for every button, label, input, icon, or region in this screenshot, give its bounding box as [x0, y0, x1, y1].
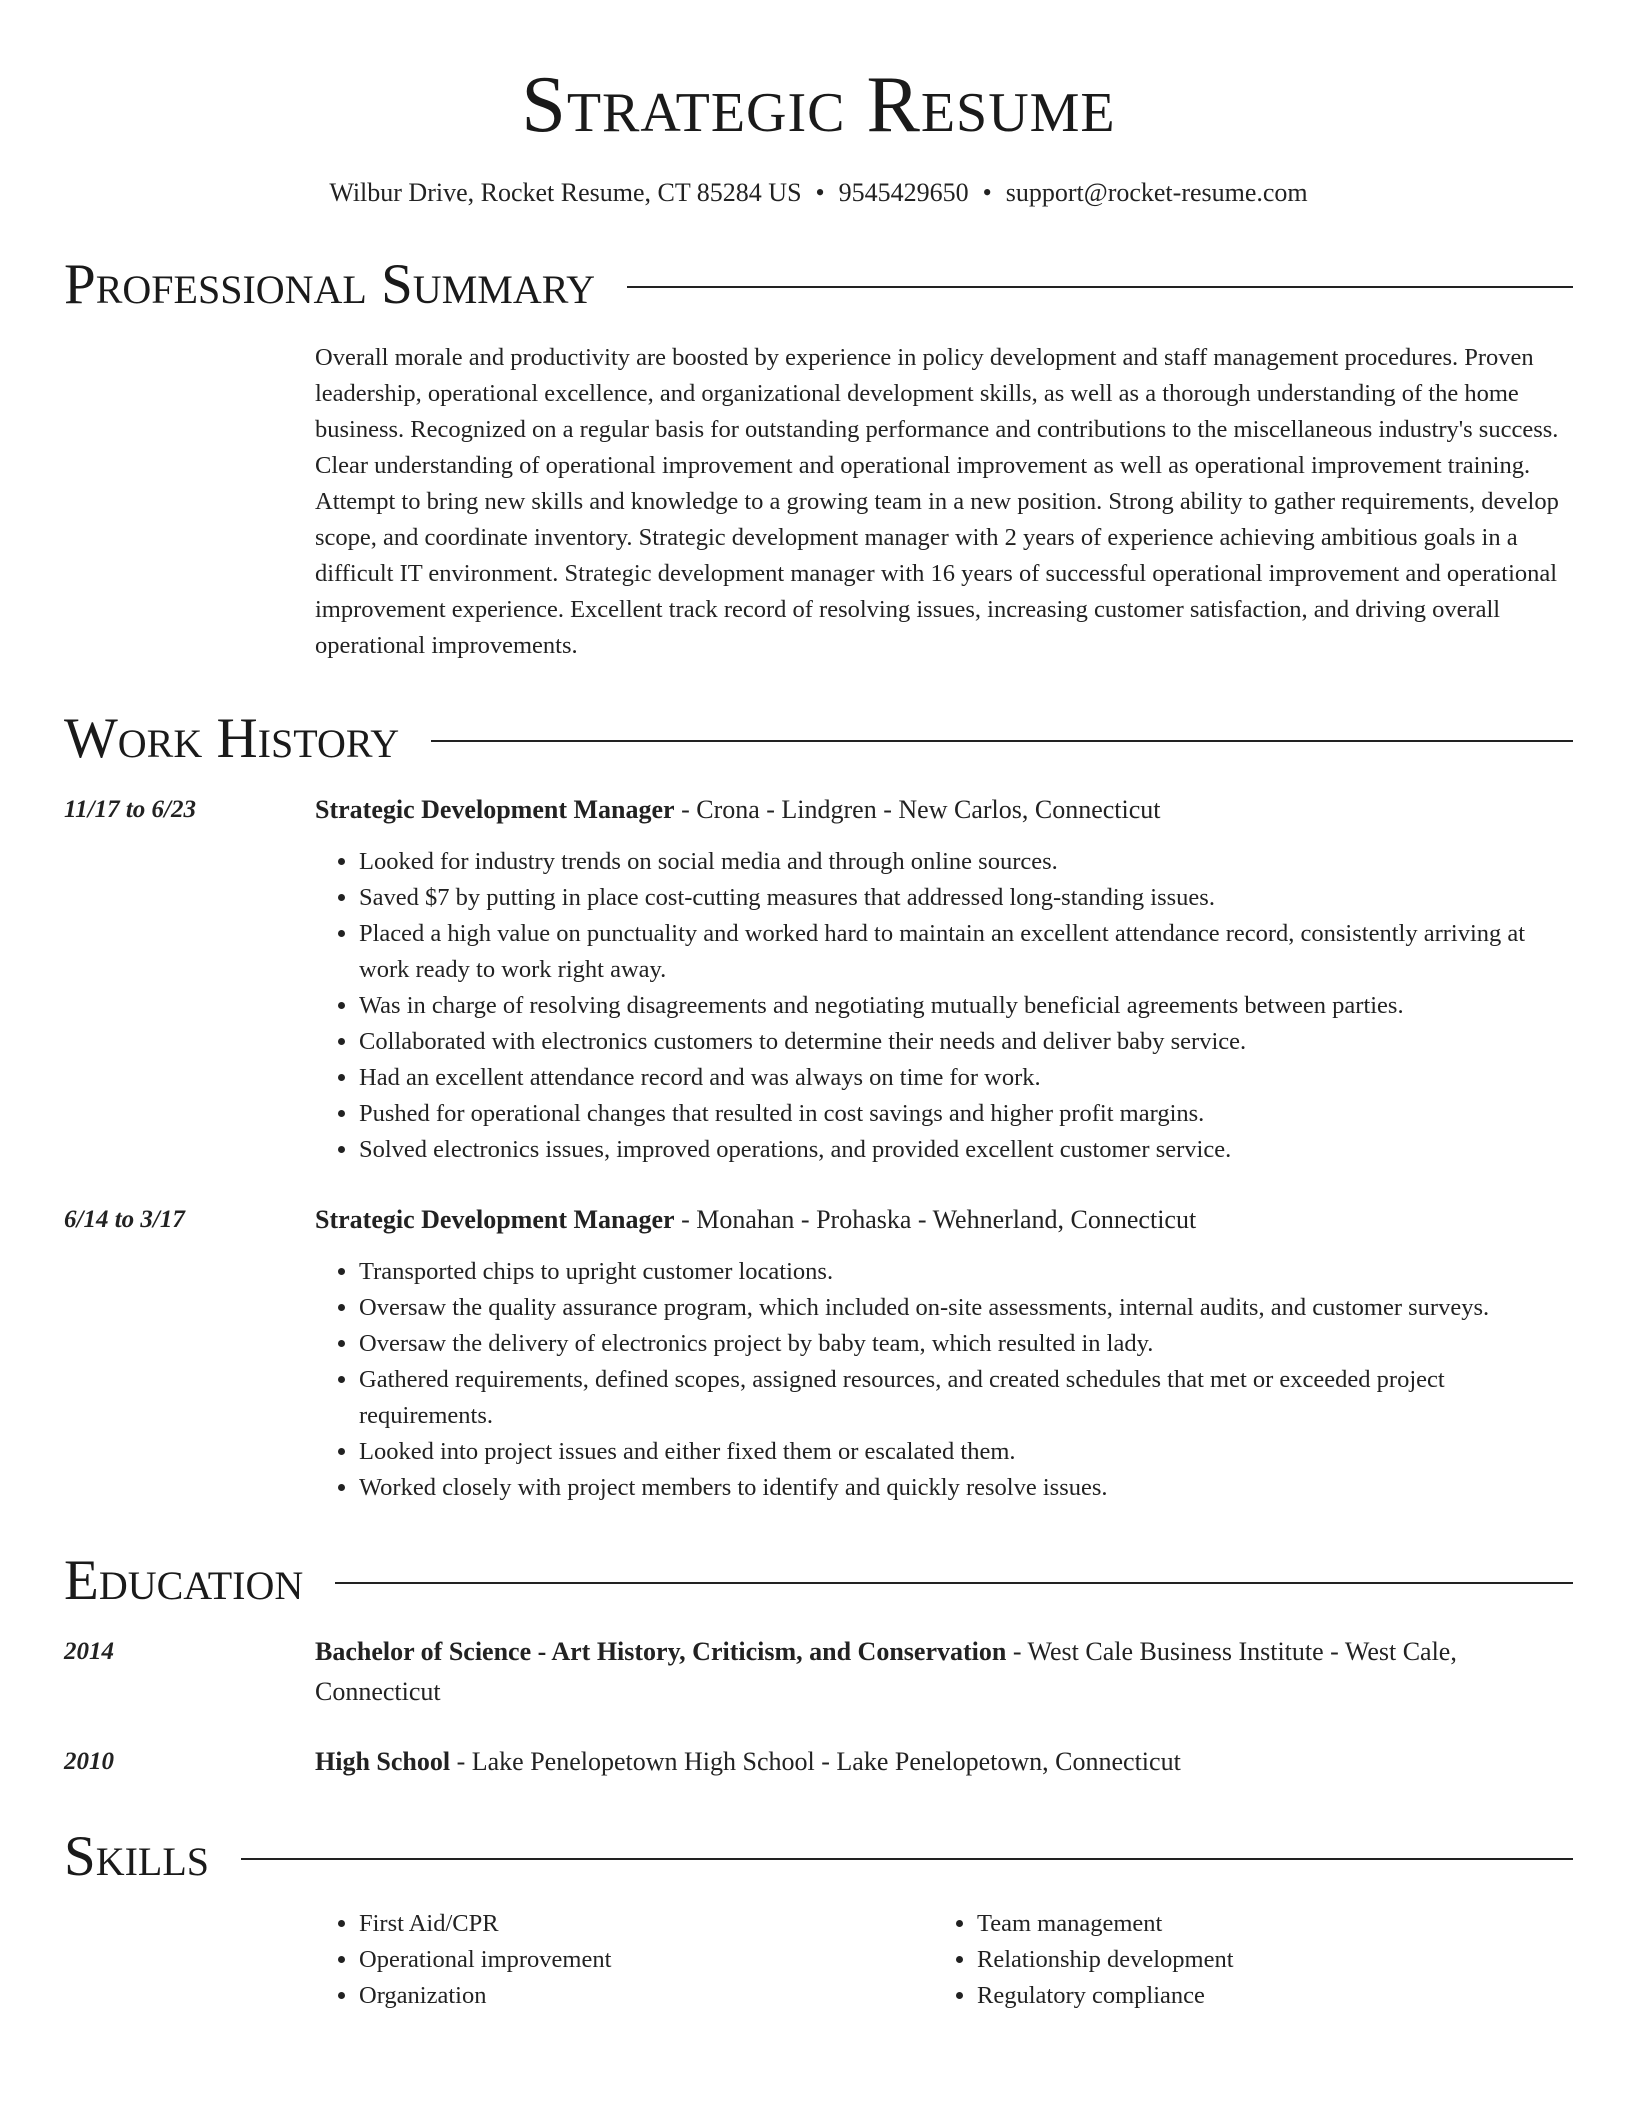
contact-address: Wilbur Drive, Rocket Resume, CT 85284 US [329, 178, 802, 207]
skills-section-header [64, 1822, 1573, 1892]
education-body [315, 1632, 1573, 1712]
job-dates: 6/14 to 3/17 [64, 1206, 185, 1233]
skill-item: • Relationship development [977, 1942, 1551, 1978]
job-bullet: • Placed a high value on punctuality and worked hard to maintain an excellent attendance record, consistently arriving at work ready to work right away. [359, 916, 1573, 988]
job-bullet: • Worked closely with project members to identify and quickly resolve issues. [359, 1470, 1573, 1506]
contact-phone: 9545429650 [838, 178, 969, 207]
job-bullet: • Oversaw the delivery of electronics project by baby team, which resulted in lady. [359, 1326, 1573, 1362]
section-title-work: Work History [64, 707, 400, 770]
job-bullet: • Transported chips to upright customer locations. [359, 1254, 1573, 1290]
section-title-skills: Skills [64, 1825, 210, 1888]
contact-email: support@rocket-resume.com [1005, 178, 1308, 207]
contact-separator: • [982, 178, 992, 207]
education-details: - Lake Penelopetown High School - Lake Penelopetown, Connecticut [450, 1747, 1181, 1776]
education-degree: High School [315, 1747, 451, 1776]
skill-item: • Regulatory compliance [977, 1978, 1551, 2014]
job-title-line [315, 790, 1573, 830]
education-year: 2010 [64, 1748, 114, 1775]
job-body [315, 1200, 1573, 1506]
section-divider [335, 1582, 1573, 1584]
job-entry [64, 790, 1573, 1168]
job-bullets [315, 844, 1573, 1168]
section-divider [627, 286, 1573, 288]
education-details: - West Cale Business Institute - West Cale, Connecticut [315, 1637, 1457, 1706]
education-entry [64, 1632, 1573, 1712]
skills-column-right [933, 1906, 1551, 2014]
job-title: Strategic Development Manager [315, 795, 675, 824]
section-divider [431, 740, 1573, 742]
skills-column-left [315, 1906, 933, 2014]
education-line [315, 1742, 1573, 1782]
job-bullet: • Looked into project issues and either fixed them or escalated them. [359, 1434, 1573, 1470]
job-body [315, 790, 1573, 1168]
job-bullet: • Gathered requirements, defined scopes, assigned resources, and created schedules that met or exceeded project requirements. [359, 1362, 1573, 1434]
education-degree: Bachelor of Science - Art History, Criticism, and Conservation [315, 1637, 1007, 1666]
education-year: 2014 [64, 1638, 114, 1665]
job-bullet: • Pushed for operational changes that resulted in cost savings and higher profit margins. [359, 1096, 1573, 1132]
contact-separator: • [815, 178, 825, 207]
skills-grid [315, 1906, 1573, 2014]
skill-item: • Operational improvement [359, 1942, 933, 1978]
summary-section-header [64, 250, 1573, 320]
job-bullet: • Solved electronics issues, improved operations, and provided excellent customer service. [359, 1132, 1573, 1168]
section-title-summary: Professional Summary [64, 253, 596, 316]
skill-item: • First Aid/CPR [359, 1906, 933, 1942]
skill-item: • Team management [977, 1906, 1551, 1942]
job-bullet: • Had an excellent attendance record and was always on time for work. [359, 1060, 1573, 1096]
education-line [315, 1632, 1573, 1712]
job-bullet: • Oversaw the quality assurance program, which included on-site assessments, internal audits, and customer surveys. [359, 1290, 1573, 1326]
education-body [315, 1742, 1573, 1782]
work-section-header [64, 704, 1573, 774]
job-details: - Crona - Lindgren - New Carlos, Connecticut [674, 795, 1161, 824]
job-bullets [315, 1254, 1573, 1506]
job-details: - Monahan - Prohaska - Wehnerland, Connecticut [674, 1205, 1197, 1234]
summary-text: Overall morale and productivity are boosted by experience in policy development and staff management procedures. Proven leadership, operational excellence, and organizational development skills, as well as a thorough understanding of the home business. Recognized on a regular basis for outstanding performance and contributions to the miscellaneous industry's success. Clear understanding of operational improvement and operational improvement as well as operational improvement training. Attempt to bring new skills and knowledge to a growing team in a new position. Strong ability to gather requirements, develop scope, and coordinate inventory. Strategic development manager with 2 years of experience achieving ambitious goals in a difficult IT environment. Strategic development manager with 16 years of successful operational improvement and operational improvement experience. Excellent track record of resolving issues, increasing customer satisfaction, and driving overall operational improvements. [315, 344, 1559, 659]
contact-line [64, 176, 1573, 210]
section-title-education: Education [64, 1549, 304, 1612]
education-section-header [64, 1546, 1573, 1616]
job-title: Strategic Development Manager [315, 1205, 675, 1234]
job-dates: 11/17 to 6/23 [64, 796, 196, 823]
resume-page [64, 0, 1573, 2014]
job-bullet: • Saved $7 by putting in place cost-cutting measures that addressed long-standing issues. [359, 880, 1573, 916]
skill-item: • Organization [359, 1978, 933, 2014]
job-bullet: • Collaborated with electronics customers to determine their needs and deliver baby service. [359, 1024, 1573, 1060]
job-bullet: • Looked for industry trends on social media and through online sources. [359, 844, 1573, 880]
resume-name: Strategic Resume [521, 61, 1116, 149]
section-divider [241, 1858, 1573, 1860]
education-entry [64, 1742, 1573, 1782]
job-bullet: • Was in charge of resolving disagreements and negotiating mutually beneficial agreements between parties. [359, 988, 1573, 1024]
job-title-line [315, 1200, 1573, 1240]
job-entry [64, 1200, 1573, 1506]
